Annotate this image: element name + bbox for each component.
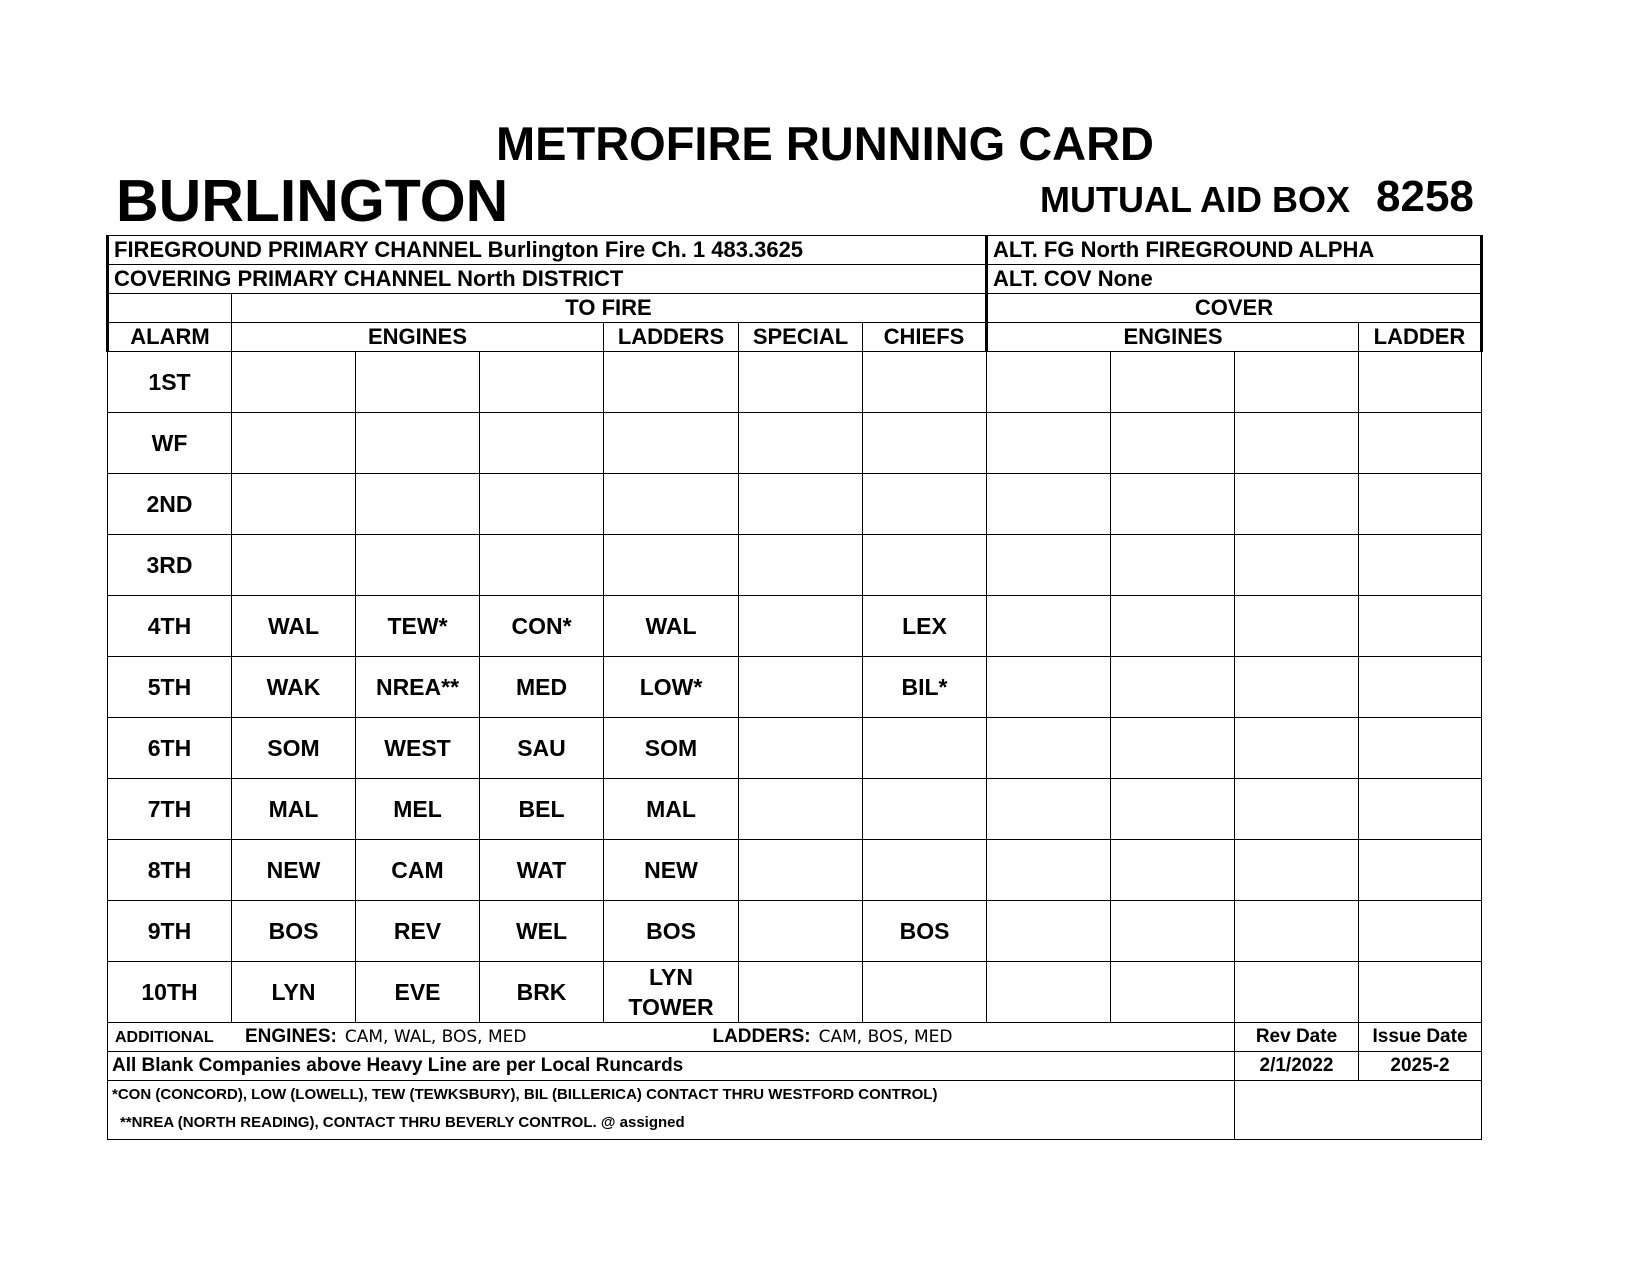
- cover-engine-1-cell: [987, 474, 1111, 535]
- alarm-level: 4TH: [108, 596, 232, 657]
- engine-2-cell: [356, 413, 480, 474]
- special-cell: [739, 352, 863, 413]
- engine-3-cell: [480, 352, 604, 413]
- engine-1-cell: WAL: [232, 596, 356, 657]
- engine-3-cell: MED: [480, 657, 604, 718]
- chiefs-cell: BIL*: [863, 657, 987, 718]
- engine-3-cell: WEL: [480, 901, 604, 962]
- ladders-column-header: LADDERS: [604, 323, 739, 352]
- chiefs-cell: [863, 962, 987, 1023]
- ladders-cell: [604, 474, 739, 535]
- engine-1-cell: [232, 352, 356, 413]
- cover-engine-1-cell: [987, 535, 1111, 596]
- engine-1-cell: LYN: [232, 962, 356, 1023]
- special-cell: [739, 596, 863, 657]
- alarm-level: WF: [108, 413, 232, 474]
- engine-3-cell: [480, 413, 604, 474]
- issue-date-value: 2025-2: [1359, 1052, 1482, 1081]
- covering-channel-row: [108, 265, 1482, 294]
- alarm-level: 8TH: [108, 840, 232, 901]
- alt-fireground-channel: ALT. FG North FIREGROUND ALPHA: [987, 236, 1482, 265]
- covering-primary-channel: COVERING PRIMARY CHANNEL North DISTRICT: [108, 265, 987, 294]
- ladders-cell: [604, 535, 739, 596]
- additional-row: [108, 1023, 1482, 1052]
- alarm-level: 10TH: [108, 962, 232, 1023]
- cover-engine-3-cell: [1235, 901, 1359, 962]
- cover-engine-3-cell: [1235, 718, 1359, 779]
- cover-engine-2-cell: [1111, 840, 1235, 901]
- cover-engine-3-cell: [1235, 962, 1359, 1023]
- cover-ladder-column-header: LADDER: [1359, 323, 1482, 352]
- engine-3-cell: [480, 474, 604, 535]
- cover-engine-2-cell: [1111, 596, 1235, 657]
- cover-engine-3-cell: [1235, 779, 1359, 840]
- cover-ladder-cell: [1359, 657, 1482, 718]
- chiefs-cell: [863, 352, 987, 413]
- cover-engine-2-cell: [1111, 657, 1235, 718]
- alarm-row-4th: [108, 596, 1482, 657]
- cover-engine-1-cell: [987, 352, 1111, 413]
- cover-engine-2-cell: [1111, 352, 1235, 413]
- cover-engine-3-cell: [1235, 413, 1359, 474]
- cover-engine-2-cell: [1111, 413, 1235, 474]
- special-cell: [739, 413, 863, 474]
- cover-engine-2-cell: [1111, 718, 1235, 779]
- alarm-level: 3RD: [108, 535, 232, 596]
- ladders-cell: NEW: [604, 840, 739, 901]
- special-cell: [739, 901, 863, 962]
- cover-ladder-cell: [1359, 840, 1482, 901]
- cover-engine-1-cell: [987, 413, 1111, 474]
- cover-ladder-cell: [1359, 474, 1482, 535]
- alarm-level: 9TH: [108, 901, 232, 962]
- cover-ladder-cell: [1359, 535, 1482, 596]
- ladders-cell: [604, 352, 739, 413]
- special-cell: [739, 962, 863, 1023]
- cover-engine-1-cell: [987, 596, 1111, 657]
- engine-2-cell: MEL: [356, 779, 480, 840]
- additional-label: ADDITIONAL: [115, 1029, 214, 1046]
- box-label: MUTUAL AID BOX: [1040, 179, 1350, 220]
- alarm-level: 7TH: [108, 779, 232, 840]
- additional-engines-label: ENGINES:: [245, 1026, 337, 1047]
- notes-row: [108, 1081, 1482, 1140]
- special-cell: [739, 474, 863, 535]
- alarm-row-9th: [108, 901, 1482, 962]
- additional-ladders-value: CAM, BOS, MED: [818, 1027, 953, 1047]
- cover-engine-3-cell: [1235, 840, 1359, 901]
- box-number: 8258: [1376, 172, 1474, 221]
- blank-companies-row: [108, 1052, 1482, 1081]
- engine-3-cell: CON*: [480, 596, 604, 657]
- alt-covering-channel: ALT. COV None: [987, 265, 1482, 294]
- cover-engine-3-cell: [1235, 352, 1359, 413]
- rev-date-value: 2/1/2022: [1235, 1052, 1359, 1081]
- contact-notes: [108, 1081, 1235, 1140]
- cover-engine-1-cell: [987, 657, 1111, 718]
- chiefs-cell: [863, 779, 987, 840]
- alarm-row-7th: [108, 779, 1482, 840]
- alarm-row-6th: [108, 718, 1482, 779]
- engine-2-cell: WEST: [356, 718, 480, 779]
- engine-2-cell: TEW*: [356, 596, 480, 657]
- chiefs-cell: [863, 718, 987, 779]
- ladders-cell: LYN TOWER: [604, 962, 739, 1023]
- alarm-level: 1ST: [108, 352, 232, 413]
- cover-ladder-cell: [1359, 962, 1482, 1023]
- town-name: BURLINGTON: [116, 168, 509, 234]
- blank-header-cell: [108, 294, 232, 323]
- engine-2-cell: REV: [356, 901, 480, 962]
- alarm-level: 6TH: [108, 718, 232, 779]
- fireground-channel-row: [108, 236, 1482, 265]
- ladders-cell: LOW*: [604, 657, 739, 718]
- blank-notes-cell: [1235, 1081, 1482, 1140]
- cover-engine-2-cell: [1111, 779, 1235, 840]
- engine-2-cell: CAM: [356, 840, 480, 901]
- special-cell: [739, 840, 863, 901]
- engine-3-cell: [480, 535, 604, 596]
- column-header-row: [108, 323, 1482, 352]
- cover-engine-3-cell: [1235, 596, 1359, 657]
- cover-ladder-cell: [1359, 352, 1482, 413]
- engine-1-cell: [232, 413, 356, 474]
- engine-3-cell: BRK: [480, 962, 604, 1023]
- engine-1-cell: [232, 535, 356, 596]
- fireground-primary-channel: FIREGROUND PRIMARY CHANNEL Burlington Fire Ch. 1 483.3625: [108, 236, 987, 265]
- additional-ladders-label: LADDERS:: [712, 1026, 811, 1047]
- cover-engine-1-cell: [987, 779, 1111, 840]
- cover-ladder-cell: [1359, 413, 1482, 474]
- card-title: METROFIRE RUNNING CARD: [496, 117, 1154, 170]
- alarm-row-5th: [108, 657, 1482, 718]
- engine-2-cell: [356, 535, 480, 596]
- westford-contact-note: *CON (CONCORD), LOW (LOWELL), TEW (TEWKSBURY), BIL (BILLERICA) CONTACT THRU WESTFORD CONTROL): [112, 1086, 938, 1103]
- special-cell: [739, 657, 863, 718]
- rev-date-label: Rev Date: [1235, 1023, 1359, 1052]
- alarm-level: 5TH: [108, 657, 232, 718]
- cover-ladder-cell: [1359, 779, 1482, 840]
- engines-column-header: ENGINES: [232, 323, 604, 352]
- engine-2-cell: NREA**: [356, 657, 480, 718]
- group-header-row: [108, 294, 1482, 323]
- chiefs-cell: [863, 535, 987, 596]
- cover-engine-2-cell: [1111, 474, 1235, 535]
- engine-3-cell: BEL: [480, 779, 604, 840]
- cover-engine-2-cell: [1111, 962, 1235, 1023]
- cover-engine-3-cell: [1235, 535, 1359, 596]
- cover-ladder-cell: [1359, 596, 1482, 657]
- alarm-row-wf: [108, 413, 1482, 474]
- additional-engines-value: CAM, WAL, BOS, MED: [344, 1027, 527, 1047]
- cover-ladder-cell: [1359, 901, 1482, 962]
- engine-2-cell: EVE: [356, 962, 480, 1023]
- engine-3-cell: WAT: [480, 840, 604, 901]
- engine-1-cell: WAK: [232, 657, 356, 718]
- special-cell: [739, 718, 863, 779]
- cover-engine-2-cell: [1111, 535, 1235, 596]
- alarm-row-2nd: [108, 474, 1482, 535]
- alarm-row-10th: [108, 962, 1482, 1023]
- cover-engine-1-cell: [987, 901, 1111, 962]
- ladders-cell: WAL: [604, 596, 739, 657]
- engine-1-cell: NEW: [232, 840, 356, 901]
- chiefs-cell: BOS: [863, 901, 987, 962]
- engine-3-cell: SAU: [480, 718, 604, 779]
- engine-2-cell: [356, 474, 480, 535]
- chiefs-cell: [863, 840, 987, 901]
- issue-date-label: Issue Date: [1359, 1023, 1482, 1052]
- chiefs-cell: [863, 413, 987, 474]
- ladders-cell: SOM: [604, 718, 739, 779]
- cover-engine-2-cell: [1111, 901, 1235, 962]
- engine-1-cell: SOM: [232, 718, 356, 779]
- special-cell: [739, 535, 863, 596]
- cover-engines-column-header: ENGINES: [987, 323, 1359, 352]
- to-fire-header: TO FIRE: [232, 294, 987, 323]
- cover-ladder-cell: [1359, 718, 1482, 779]
- cover-engine-1-cell: [987, 962, 1111, 1023]
- engine-2-cell: [356, 352, 480, 413]
- cover-engine-3-cell: [1235, 474, 1359, 535]
- alarm-row-1st: [108, 352, 1482, 413]
- special-cell: [739, 779, 863, 840]
- blank-companies-note: All Blank Companies above Heavy Line are per Local Runcards: [108, 1052, 1235, 1081]
- alarm-column-header: ALARM: [108, 323, 232, 352]
- alarm-row-3rd: [108, 535, 1482, 596]
- beverly-contact-note: **NREA (NORTH READING), CONTACT THRU BEVERLY CONTROL. @ assigned: [120, 1114, 685, 1131]
- engine-1-cell: MAL: [232, 779, 356, 840]
- alarm-row-8th: [108, 840, 1482, 901]
- chiefs-cell: [863, 474, 987, 535]
- cover-header: COVER: [987, 294, 1482, 323]
- engine-1-cell: BOS: [232, 901, 356, 962]
- ladders-cell: [604, 413, 739, 474]
- special-column-header: SPECIAL: [739, 323, 863, 352]
- alarm-level: 2ND: [108, 474, 232, 535]
- engine-1-cell: [232, 474, 356, 535]
- ladders-cell: BOS: [604, 901, 739, 962]
- cover-engine-3-cell: [1235, 657, 1359, 718]
- ladders-cell: MAL: [604, 779, 739, 840]
- additional-companies: [108, 1023, 1235, 1052]
- cover-engine-1-cell: [987, 840, 1111, 901]
- running-card-table: [106, 235, 1483, 1140]
- cover-engine-1-cell: [987, 718, 1111, 779]
- chiefs-column-header: CHIEFS: [863, 323, 987, 352]
- chiefs-cell: LEX: [863, 596, 987, 657]
